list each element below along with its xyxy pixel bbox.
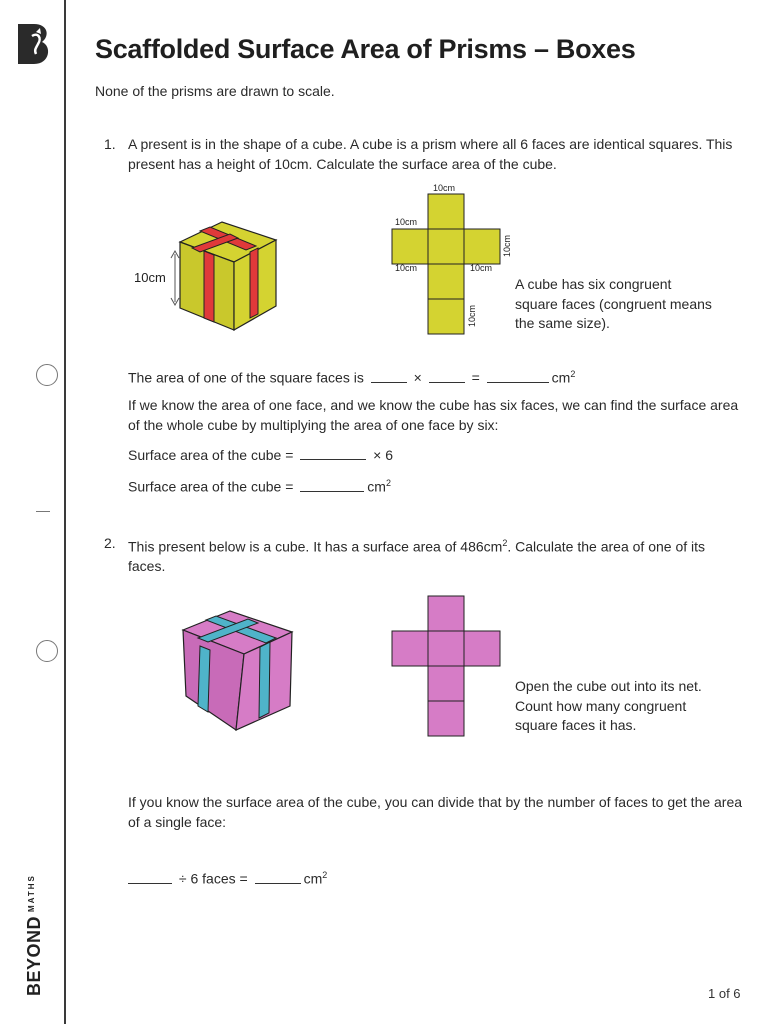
- net-label-left: 10cm: [395, 217, 418, 227]
- q2-div-line: [128, 866, 743, 889]
- unit: cm: [303, 870, 323, 887]
- answer-blank-side1[interactable]: [371, 368, 407, 383]
- unit-sup: 2: [570, 369, 576, 379]
- q2-text-pre: This present below is a cube. It has a surface area of 486cm: [128, 538, 503, 555]
- q1-number: 1.: [104, 136, 116, 152]
- q1-height-label: 10cm: [134, 270, 166, 285]
- margin-line: [64, 0, 66, 1024]
- q1-cube-illustration: [130, 218, 282, 336]
- answer-blank-surface-area-q2[interactable]: [128, 869, 172, 884]
- sa-line2-label: Surface area of the cube =: [128, 478, 294, 495]
- net-label-bottom-right: 10cm: [470, 263, 493, 273]
- beyond-logo-icon: [14, 22, 54, 66]
- answer-blank-side2[interactable]: [429, 368, 465, 383]
- fold-mark: [36, 511, 50, 512]
- punch-hole: [36, 640, 58, 662]
- page-title: Scaffolded Surface Area of Prisms – Boxes: [95, 34, 636, 64]
- q1-explain: If we know the area of one face, and we know the cube has six faces, we can find the surface area of the whole cube by multiplying the area of one face by six:: [128, 397, 739, 433]
- q1-sa-line1: [128, 445, 743, 466]
- q2-explain: If you know the surface area of the cube, you can divide that by the number of faces to get the area of a single face:: [128, 794, 743, 830]
- equals-sign: =: [471, 369, 480, 386]
- unit: cm: [367, 478, 386, 495]
- divide-six-faces: ÷ 6 faces =: [178, 870, 248, 887]
- times-six: × 6: [373, 447, 394, 463]
- q2-cube-illustration: [180, 608, 298, 736]
- brand-name: BEYOND: [24, 915, 44, 996]
- answer-blank-face-area-2[interactable]: [300, 445, 366, 460]
- net-label-right: 10cm: [502, 234, 512, 257]
- brand-sub: MATHS: [27, 874, 36, 912]
- punch-hole: [36, 364, 58, 386]
- q2-cube-net: [385, 590, 505, 740]
- unit-sup: 2: [385, 478, 391, 488]
- scale-note: None of the prisms are drawn to scale.: [95, 83, 335, 99]
- q2-text: [128, 534, 743, 577]
- unit-sup: 2: [322, 870, 328, 880]
- q1-sa-line2: [128, 474, 743, 497]
- net-label-lower: 10cm: [467, 304, 477, 327]
- q2-text-post: . Calculate the area of one of its faces.: [128, 538, 706, 575]
- answer-blank-face-area-q2[interactable]: [255, 869, 301, 884]
- q2-text-sup: 2: [502, 538, 508, 548]
- times-sign: ×: [413, 369, 422, 386]
- q1-area-line: [128, 365, 743, 388]
- q2-side-note: Open the cube out into its net. Count how many congruent square faces it has.: [515, 678, 702, 733]
- sa-line1-label: Surface area of the cube =: [128, 447, 294, 463]
- answer-blank-face-area[interactable]: [487, 368, 549, 383]
- q1-text: A present is in the shape of a cube. A cube is a prism where all 6 faces are identical squares. This present has a height of 10cm. Calculate the surface area of the cube.: [128, 136, 733, 172]
- q2-number: 2.: [104, 535, 116, 551]
- q1-cube-net: [385, 180, 515, 338]
- answer-blank-surface-area[interactable]: [300, 477, 364, 492]
- unit: cm: [551, 369, 571, 386]
- page-number: 1 of 6: [708, 986, 741, 1001]
- area-line-label: The area of one of the square faces is: [128, 369, 364, 386]
- q1-side-note: A cube has six congruent square faces (congruent means the same size).: [515, 276, 712, 331]
- net-label-top: 10cm: [433, 183, 456, 193]
- net-label-bottom-left: 10cm: [395, 263, 418, 273]
- brand-vertical: [24, 874, 45, 996]
